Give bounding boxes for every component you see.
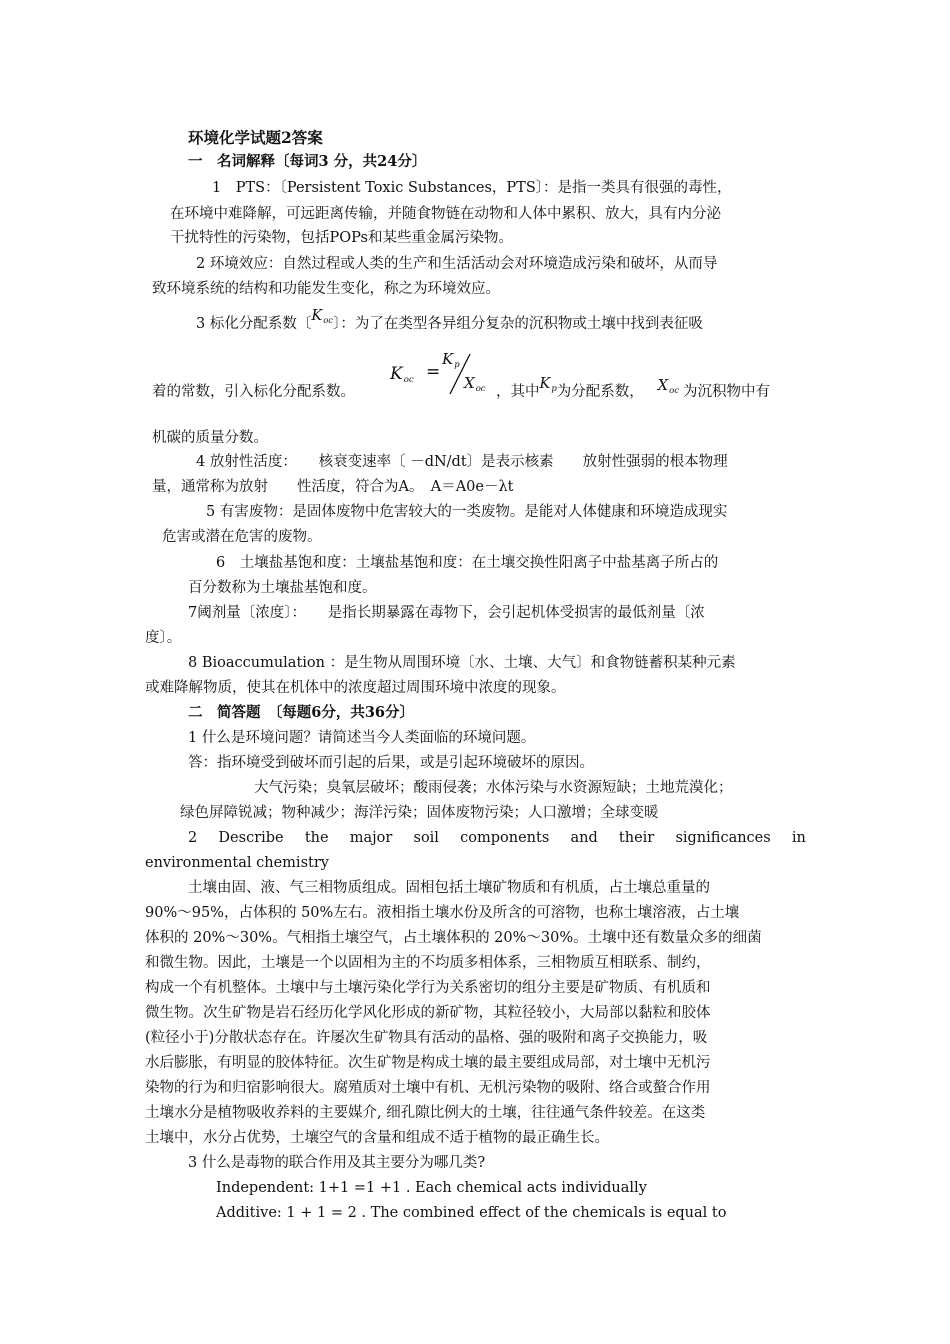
question-2-line-2: environmental chemistry xyxy=(145,855,329,871)
item-3-line-1-after: 〕：为了在类型各异组分复杂的沉积物或土壤中找到表征吸 xyxy=(333,316,703,332)
item-1-line-1: 1 PTS：〔Persistent Toxic Substances，PTS〕：是指一类具有很强的毒性， xyxy=(212,180,732,196)
koc-symbol: $K_{oc}$ xyxy=(311,308,334,326)
item-3-line-1-before: 3 标化分配系数〔 xyxy=(196,316,312,332)
item-6-line-2: 百分数称为土壤盐基饱和度。 xyxy=(188,580,377,596)
item-7-line-2: 度〕。 xyxy=(145,630,182,646)
answer-3-line-1: Independent: 1+1 =1 +1 . Each chemical acts individually xyxy=(216,1180,647,1196)
item-5-line-1: 5 有害废物：是固体废物中危害较大的一类废物。是能对人体健康和环境造成现实 xyxy=(206,504,728,520)
item-3-line-1 xyxy=(196,308,703,339)
item-7-line-1: 7阈剂量〔浓度〕： 是指长期暴露在毒物下，会引起机体受损害的最低剂量〔浓 xyxy=(188,605,705,621)
answer-2-line-10: 土壤水分是植物吸收养料的主要媒介, 细孔隙比例大的土壤，往往通气条件较差。在这类 xyxy=(145,1105,706,1121)
answer-3-line-2: Additive: 1 + 1 = 2 . The combined effect of the chemicals is equal to xyxy=(216,1205,727,1221)
answer-2-line-7: (粒径小于)分散状态存在。许屡次生矿物具有活动的晶格、强的吸附和离子交换能力，吸 xyxy=(145,1030,708,1046)
question-1: 1 什么是环境问题？请简述当今人类面临的环境问题。 xyxy=(188,730,536,746)
item-4-line-1: 4 放射性活度： 核衰变速率〔 －dN/dt〕是表示核素 放射性强弱的根本物理 xyxy=(196,454,728,470)
answer-2-line-9: 染物的行为和归宿影响很大。腐殖质对土壤中有机、无机污染物的吸附、络合或螯合作用 xyxy=(145,1080,711,1096)
answer-2-line-4: 和微生物。因此，土壤是一个以固相为主的不均质多相体系，三相物质互相联系、制约， xyxy=(145,955,711,971)
item-2-line-2: 致环境系统的结构和功能发生变化，称之为环境效应。 xyxy=(152,281,500,297)
answer-1-line-1: 答：指环境受到破坏而引起的后果，或是引起环境破坏的原因。 xyxy=(188,755,594,771)
answer-2-line-6: 微生物。次生矿物是岩石经历化学风化形成的新矿物，其粒径较小，大局部以黏粒和胶体 xyxy=(145,1005,711,1021)
item-3-line-3: 机碳的质量分数。 xyxy=(152,430,268,446)
item-3-line-2-rest: ，其中$K_p$为分配系数， $X_{oc}$ 为沉积物中有 xyxy=(496,376,771,400)
question-2-line-1: 2 Describe the major soil components and their significances in xyxy=(188,830,806,846)
item-1-line-3: 干扰特性的污染物，包括POPs和某些重金属污染物。 xyxy=(170,230,513,246)
answer-2-line-11: 土壤中，水分占优势，土壤空气的含量和组成不适于植物的最正确生长。 xyxy=(145,1130,609,1146)
item-4-line-2: 量，通常称为放射 性活度，符合为A。 A＝A0e－λt xyxy=(152,479,514,495)
document-title: 环境化学试题2答案 xyxy=(188,128,323,147)
answer-2-line-1: 土壤由固、液、气三相物质组成。固相包括土壤矿物质和有机质，占土壤总重量的 xyxy=(188,880,710,896)
answer-2-line-3: 体积的 20%～30%。气相指土壤空气，占土壤体积的 20%～30%。土壤中还有数量众多的细菌 xyxy=(145,930,762,946)
question-3: 3 什么是毒物的联合作用及其主要分为哪几类? xyxy=(188,1155,486,1171)
item-8-line-1: 8 Bioaccumulation ：是生物从周围环境〔水、土壤、大气〕和食物链蓄积某种元素 xyxy=(188,655,736,671)
item-1-line-2: 在环境中难降解，可远距离传输，并随食物链在动物和人体中累积、放大，具有内分泌 xyxy=(170,206,721,222)
section-2-heading: 二 简答题 〔每题6分，共36分〕 xyxy=(188,704,415,721)
answer-1-line-2: 大气污染；臭氧层破坏；酸雨侵袭；水体污染与水资源短缺；土地荒漠化； xyxy=(254,780,733,796)
item-2-line-1: 2 环境效应：自然过程或人类的生产和生活活动会对环境造成污染和破坏，从而导 xyxy=(196,256,718,272)
item-6-line-1: 6 土壤盐基饱和度：土壤盐基饱和度：在土壤交换性阳离子中盐基离子所占的 xyxy=(216,555,719,571)
answer-2-line-5: 构成一个有机整体。土壤中与土壤污染化学行为关系密切的组分主要是矿物质、有机质和 xyxy=(145,980,711,996)
answer-2-line-2: 90%～95%，占体积的 50%左右。液相指土壤水份及所含的可溶物，也称土壤溶液，占土壤 xyxy=(145,905,740,921)
answer-2-line-8: 水后膨胀，有明显的胶体特征。次生矿物是构成土壤的最主要组成局部，对土壤中无机污 xyxy=(145,1055,711,1071)
item-5-line-2: 危害或潜在危害的废物。 xyxy=(162,529,322,545)
koc-formula: $K_{oc}$ = $K_p$ $X_{oc}$ xyxy=(390,350,486,394)
item-8-line-2: 或难降解物质，使其在机体中的浓度超过周围环境中浓度的现象。 xyxy=(145,680,566,696)
answer-1-line-3: 绿色屏障锐减；物种减少；海洋污染；固体废物污染；人口激增；全球变暖 xyxy=(180,805,659,821)
item-3-line-2-intro: 着的常数，引入标化分配系数。 xyxy=(152,384,355,400)
section-1-heading: 一 名词解释〔每词3 分，共24分〕 xyxy=(188,153,427,170)
